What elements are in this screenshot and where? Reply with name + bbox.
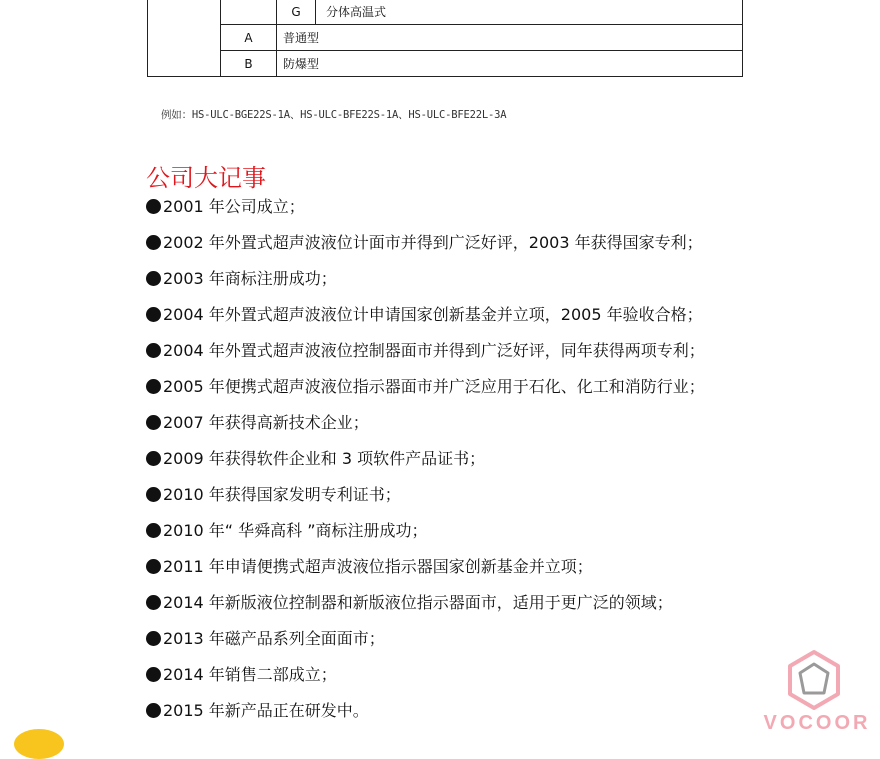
milestone-item (146, 376, 705, 412)
bullet-icon (146, 631, 161, 646)
bullet-icon (146, 595, 161, 610)
table-cell: B (221, 51, 277, 77)
bullet-icon (146, 559, 161, 574)
bullet-icon (146, 667, 161, 682)
milestone-item (146, 412, 705, 448)
milestone-text: 2004 年外置式超声波液位计申请国家创新基金并立项，2005 年验收合格； (163, 305, 703, 324)
milestone-text: 2003 年商标注册成功； (163, 269, 337, 288)
table-cell: G (277, 0, 316, 25)
milestone-item (146, 340, 705, 376)
bullet-icon (146, 307, 161, 322)
bullet-icon (146, 451, 161, 466)
bullet-icon (146, 379, 161, 394)
milestone-text: 2004 年外置式超声波液位控制器面市并得到广泛好评，同年获得两项专利； (163, 341, 705, 360)
milestone-item (146, 304, 705, 340)
table-cell: 普通型 (277, 25, 743, 51)
vocoor-logo (758, 648, 878, 738)
milestone-text: 2007 年获得高新技术企业； (163, 413, 369, 432)
milestone-text: 2011 年申请便携式超声波液位指示器国家创新基金并立项； (163, 557, 593, 576)
milestone-item (146, 520, 705, 556)
milestone-text: 2010 年获得国家发明专利证书； (163, 485, 401, 504)
table-cell (221, 0, 277, 25)
milestone-item (146, 232, 705, 268)
table-row (148, 51, 743, 77)
milestone-list (146, 196, 705, 736)
milestone-text: 2015 年新产品正在研发中。 (163, 701, 369, 720)
milestone-text: 2009 年获得软件企业和 3 项软件产品证书； (163, 449, 486, 468)
table-cell: A (221, 25, 277, 51)
milestone-item (146, 628, 705, 664)
bullet-icon (146, 523, 161, 538)
milestone-text: 2013 年磁产品系列全面面市； (163, 629, 385, 648)
bullet-icon (146, 235, 161, 250)
section-title: 公司大记事 (146, 164, 266, 192)
milestone-item (146, 484, 705, 520)
table-cell: 分体高温式 (316, 0, 743, 25)
table-row (148, 0, 743, 25)
bullet-icon (146, 703, 161, 718)
decorative-circle (14, 729, 64, 759)
milestone-item (146, 268, 705, 304)
bullet-icon (146, 343, 161, 358)
bullet-icon (146, 271, 161, 286)
milestone-text: 2014 年新版液位控制器和新版液位指示器面市，适用于更广泛的领域； (163, 593, 673, 612)
vocoor-logo-mark (758, 648, 878, 714)
milestone-text: 2001 年公司成立； (163, 197, 305, 216)
milestone-item (146, 196, 705, 232)
bullet-icon (146, 199, 161, 214)
milestone-text: 2002 年外置式超声波液位计面市并得到广泛好评，2003 年获得国家专利； (163, 233, 703, 252)
milestone-text: 2010 年“ 华舜高科 ”商标注册成功； (163, 521, 428, 540)
table-cell: 防爆型 (277, 51, 743, 77)
milestone-text: 2005 年便携式超声波液位指示器面市并广泛应用于石化、化工和消防行业； (163, 377, 705, 396)
model-example-text: 例如：HS-ULC-BGE22S-1A、HS-ULC-BFE22S-1A、HS-ULC-BFE22L-3A (161, 109, 507, 121)
table-row (148, 25, 743, 51)
milestone-item (146, 556, 705, 592)
milestone-item (146, 448, 705, 484)
spec-table (147, 0, 743, 77)
milestone-item (146, 664, 705, 700)
logo-wordmark: VOCOOR (763, 712, 871, 734)
bullet-icon (146, 415, 161, 430)
table-cell (148, 0, 221, 77)
milestone-text: 2014 年销售二部成立； (163, 665, 337, 684)
milestone-item (146, 592, 705, 628)
bullet-icon (146, 487, 161, 502)
milestone-item (146, 700, 705, 736)
